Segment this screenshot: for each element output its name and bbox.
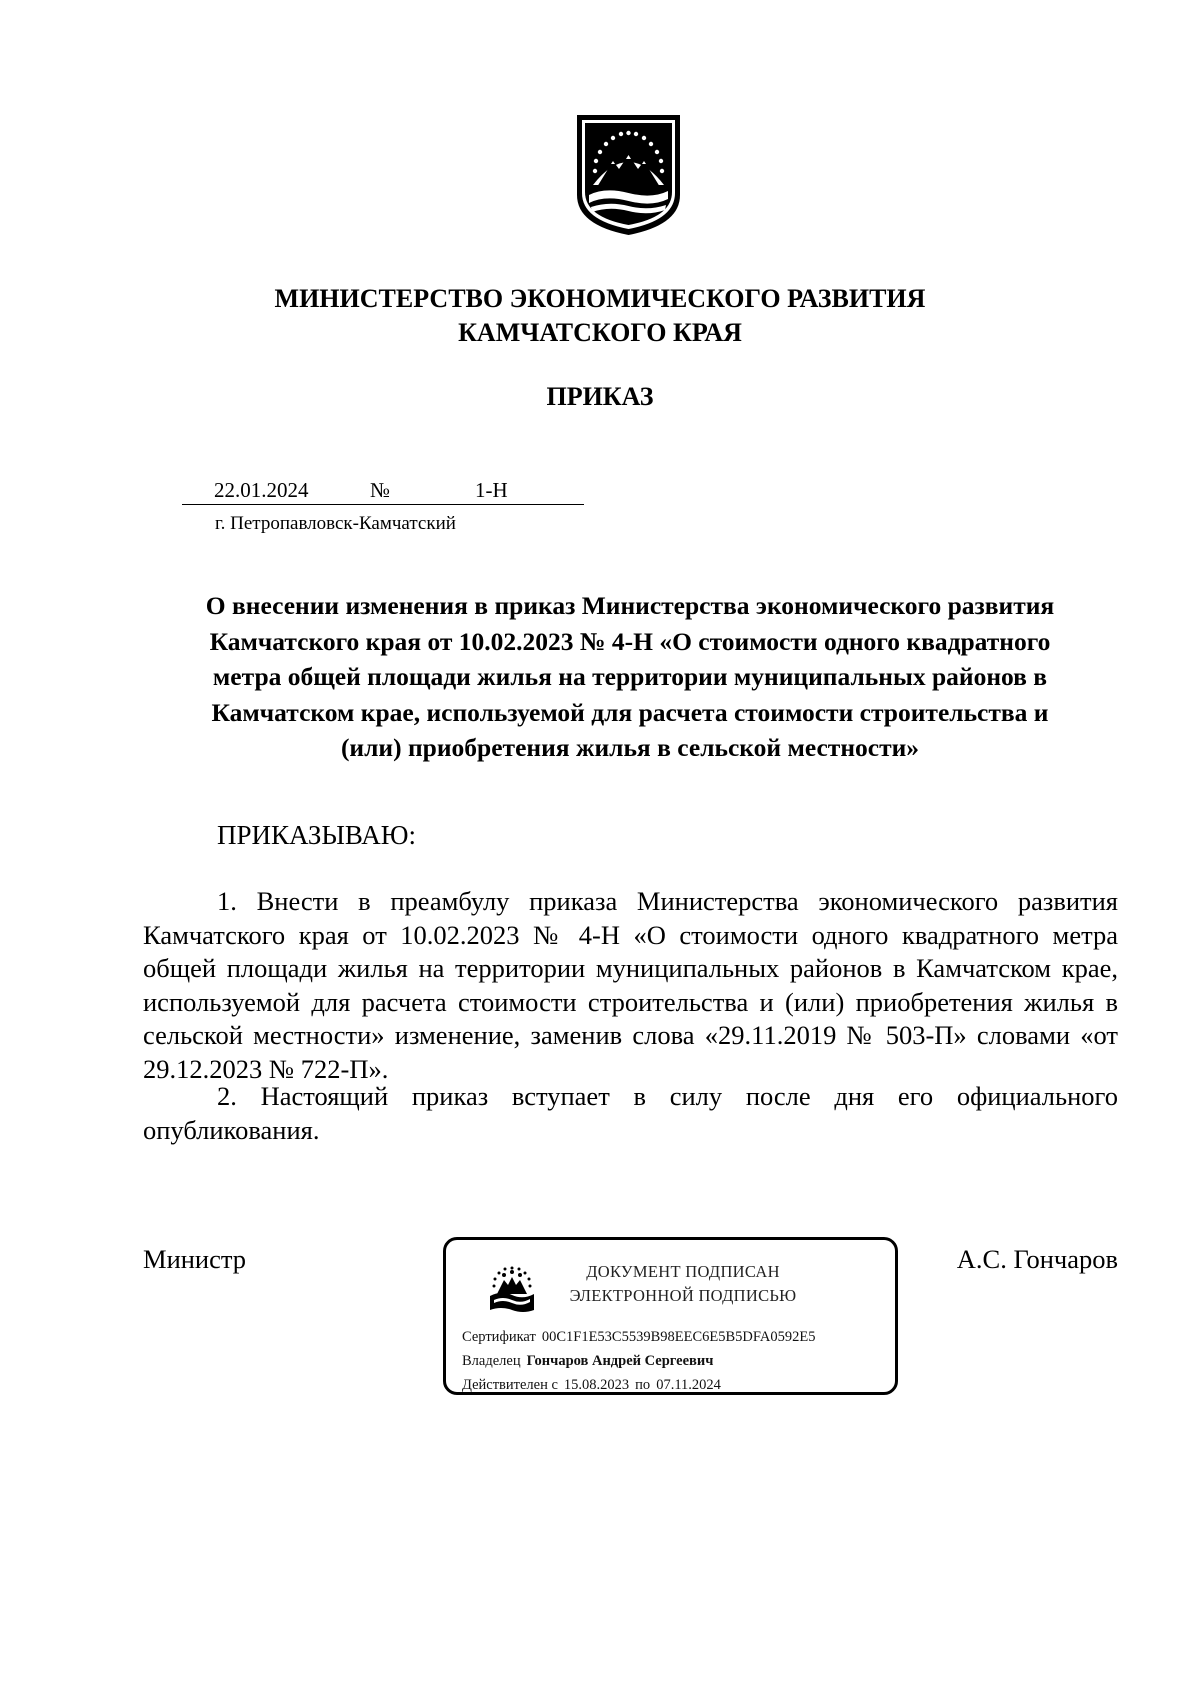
paragraph-1: 1. Внести в преамбулу приказа Министерства экономического развития Камчатского края от 10.02.2023 № 4-Н «О стоимости одного квадратного метра общей площади жилья на территории муниципальных районов в Камчатском крае, используемой для расчета стоимости строительства и (или) приобретения жилья в сельской местности» изменение, заменив слова «29.11.2019 № 503-П» словами «от 29.12.2023 № 722-П». (143, 886, 1118, 1084)
order-number: 1-Н (475, 478, 508, 502)
certificate-label: Сертификат (462, 1329, 536, 1345)
stamp-heading-line-1: ДОКУМЕНТ ПОДПИСАН (586, 1262, 780, 1281)
owner-value: Гончаров Андрей Сергеевич (526, 1353, 714, 1369)
ministry-line-2: КАМЧАТСКОГО КРАЯ (458, 318, 742, 347)
electronic-signature-stamp (443, 1237, 898, 1395)
signatory-title: Министр (143, 1244, 247, 1274)
validity-row (462, 1374, 721, 1396)
certificate-row (462, 1326, 815, 1348)
valid-from: 15.08.2023 (563, 1377, 630, 1393)
number-sign: № (370, 478, 391, 502)
order-directive: ПРИКАЗЫВАЮ: (217, 820, 416, 850)
ministry-line-1: МИНИСТЕРСТВО ЭКОНОМИЧЕСКОГО РАЗВИТИЯ (274, 284, 926, 313)
valid-to: 07.11.2024 (656, 1377, 721, 1393)
ministry-name (0, 282, 1200, 350)
order-date: 22.01.2024 (214, 478, 309, 502)
owner-row (462, 1350, 713, 1372)
owner-label: Владелец (462, 1353, 521, 1369)
signatory-name: А.С. Гончаров (956, 1244, 1118, 1274)
coat-of-arms-icon (575, 113, 682, 237)
stamp-emblem-icon (486, 1260, 538, 1315)
stamp-heading (558, 1260, 808, 1308)
stamp-heading-line-2: ЭЛЕКТРОННОЙ ПОДПИСЬЮ (569, 1286, 797, 1305)
order-subject (140, 588, 1120, 766)
paragraph-2: 2. Настоящий приказ вступает в силу после дня его официального опубликования. (143, 1081, 1118, 1145)
validity-label: Действителен с (462, 1377, 558, 1393)
date-number-underline (182, 504, 584, 505)
document-type: ПРИКАЗ (546, 382, 654, 411)
certificate-value: 00C1F1E53C5539B98EEC6E5B5DFA0592E5 (541, 1329, 816, 1345)
city: г. Петропавловск-Камчатский (215, 513, 456, 534)
subject-line: О внесении изменения в приказ Министерства экономического развития (205, 591, 1055, 620)
subject-line: Камчатского края от 10.02.2023 № 4-Н «О стоимости одного квадратного (209, 626, 1051, 656)
subject-line: (или) приобретения жилья в сельской местности» (340, 733, 920, 762)
valid-to-label: по (635, 1377, 651, 1393)
subject-line: Камчатском крае, используемой для расчета стоимости строительства и (211, 697, 1049, 727)
subject-line: метра общей площади жилья на территории муниципальных районов в (212, 662, 1048, 691)
